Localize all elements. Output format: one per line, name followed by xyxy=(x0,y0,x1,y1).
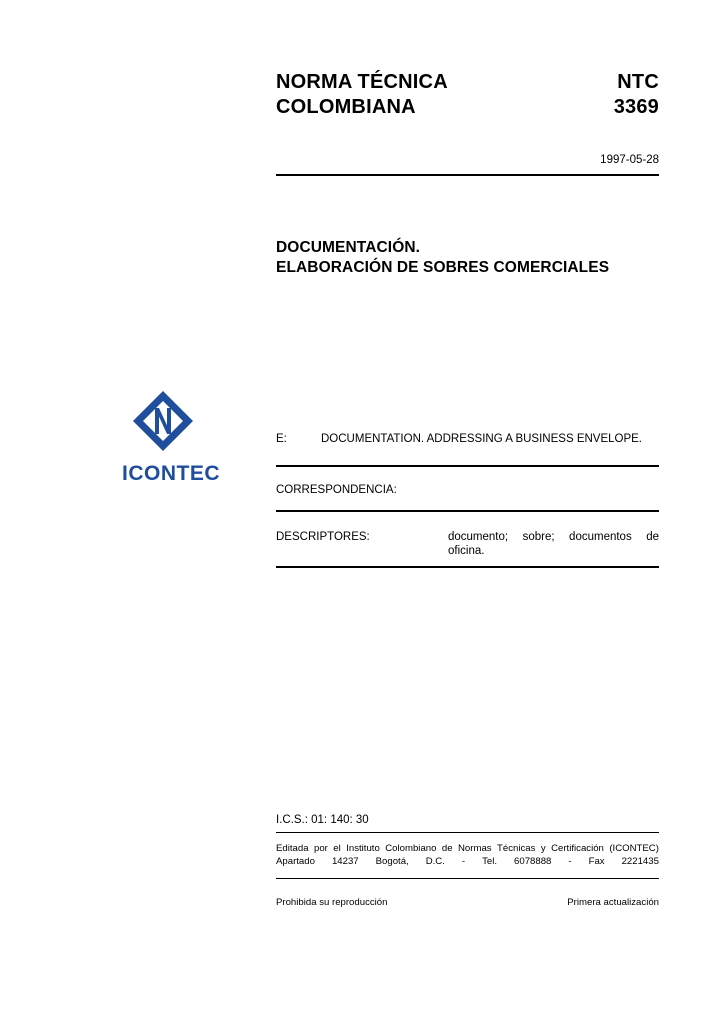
ics-code: I.C.S.: 01: 140: 30 xyxy=(276,814,369,826)
publisher-word: (ICONTEC) xyxy=(609,843,659,854)
reproduction-notice: Prohibida su reproducción xyxy=(276,897,388,908)
publisher-word: Apartado xyxy=(276,856,315,867)
descriptor-word: de xyxy=(646,531,659,543)
publication-date: 1997-05-28 xyxy=(600,154,659,166)
descriptors-label: DESCRIPTORES: xyxy=(276,531,370,543)
publisher-word: Fax xyxy=(588,856,605,867)
publisher-word: 14237 xyxy=(331,856,359,867)
correspondence-divider xyxy=(276,510,659,512)
descriptors-divider xyxy=(276,566,659,568)
update-notice: Primera actualización xyxy=(567,897,659,908)
publisher-word: y xyxy=(540,843,546,854)
standard-number: 3369 xyxy=(613,96,659,118)
standard-type-line2: COLOMBIANA xyxy=(276,96,416,118)
icontec-logo xyxy=(118,386,224,496)
document-title-line1: DOCUMENTACIÓN. xyxy=(276,239,421,256)
document-title-line2: ELABORACIÓN DE SOBRES COMERCIALES xyxy=(276,259,610,276)
publisher-word: por xyxy=(313,843,328,854)
english-divider xyxy=(276,465,659,467)
descriptor-word: documento; xyxy=(448,531,509,543)
ics-divider xyxy=(276,832,659,833)
publisher-word: el xyxy=(333,843,341,854)
publisher-word: 2221435 xyxy=(621,856,659,867)
publisher-word: Bogotá, xyxy=(375,856,409,867)
publisher-word: Colombiano xyxy=(385,843,437,854)
icontec-wordmark: ICONTEC xyxy=(122,462,220,485)
publisher-word: Tel. xyxy=(482,856,498,867)
publisher-word: Instituto xyxy=(346,843,380,854)
descriptor-word: documentos xyxy=(569,531,632,543)
publisher-line2 xyxy=(276,856,659,868)
publisher-line1 xyxy=(276,843,659,855)
english-label: E: xyxy=(276,433,287,445)
standard-prefix: NTC xyxy=(617,71,659,93)
publisher-word: - xyxy=(461,856,466,867)
header-divider xyxy=(276,174,659,176)
descriptor-word: sobre; xyxy=(522,531,555,543)
publisher-word: Editada xyxy=(276,843,309,854)
publisher-word: 6078888 xyxy=(514,856,552,867)
publisher-word: D.C. xyxy=(425,856,445,867)
descriptors-line2: oficina. xyxy=(448,545,485,557)
descriptors-line1 xyxy=(448,530,659,544)
english-title: DOCUMENTATION. ADDRESSING A BUSINESS ENVELOPE. xyxy=(321,433,643,445)
publisher-word: - xyxy=(568,856,572,867)
standard-type-line1: NORMA TÉCNICA xyxy=(276,71,448,93)
correspondence-label: CORRESPONDENCIA: xyxy=(276,484,397,496)
publisher-word: de xyxy=(441,843,453,854)
publisher-word: Certificación xyxy=(551,843,604,854)
publisher-word: Normas xyxy=(458,843,492,854)
publisher-divider xyxy=(276,878,659,879)
publisher-word: Técnicas xyxy=(497,843,536,854)
